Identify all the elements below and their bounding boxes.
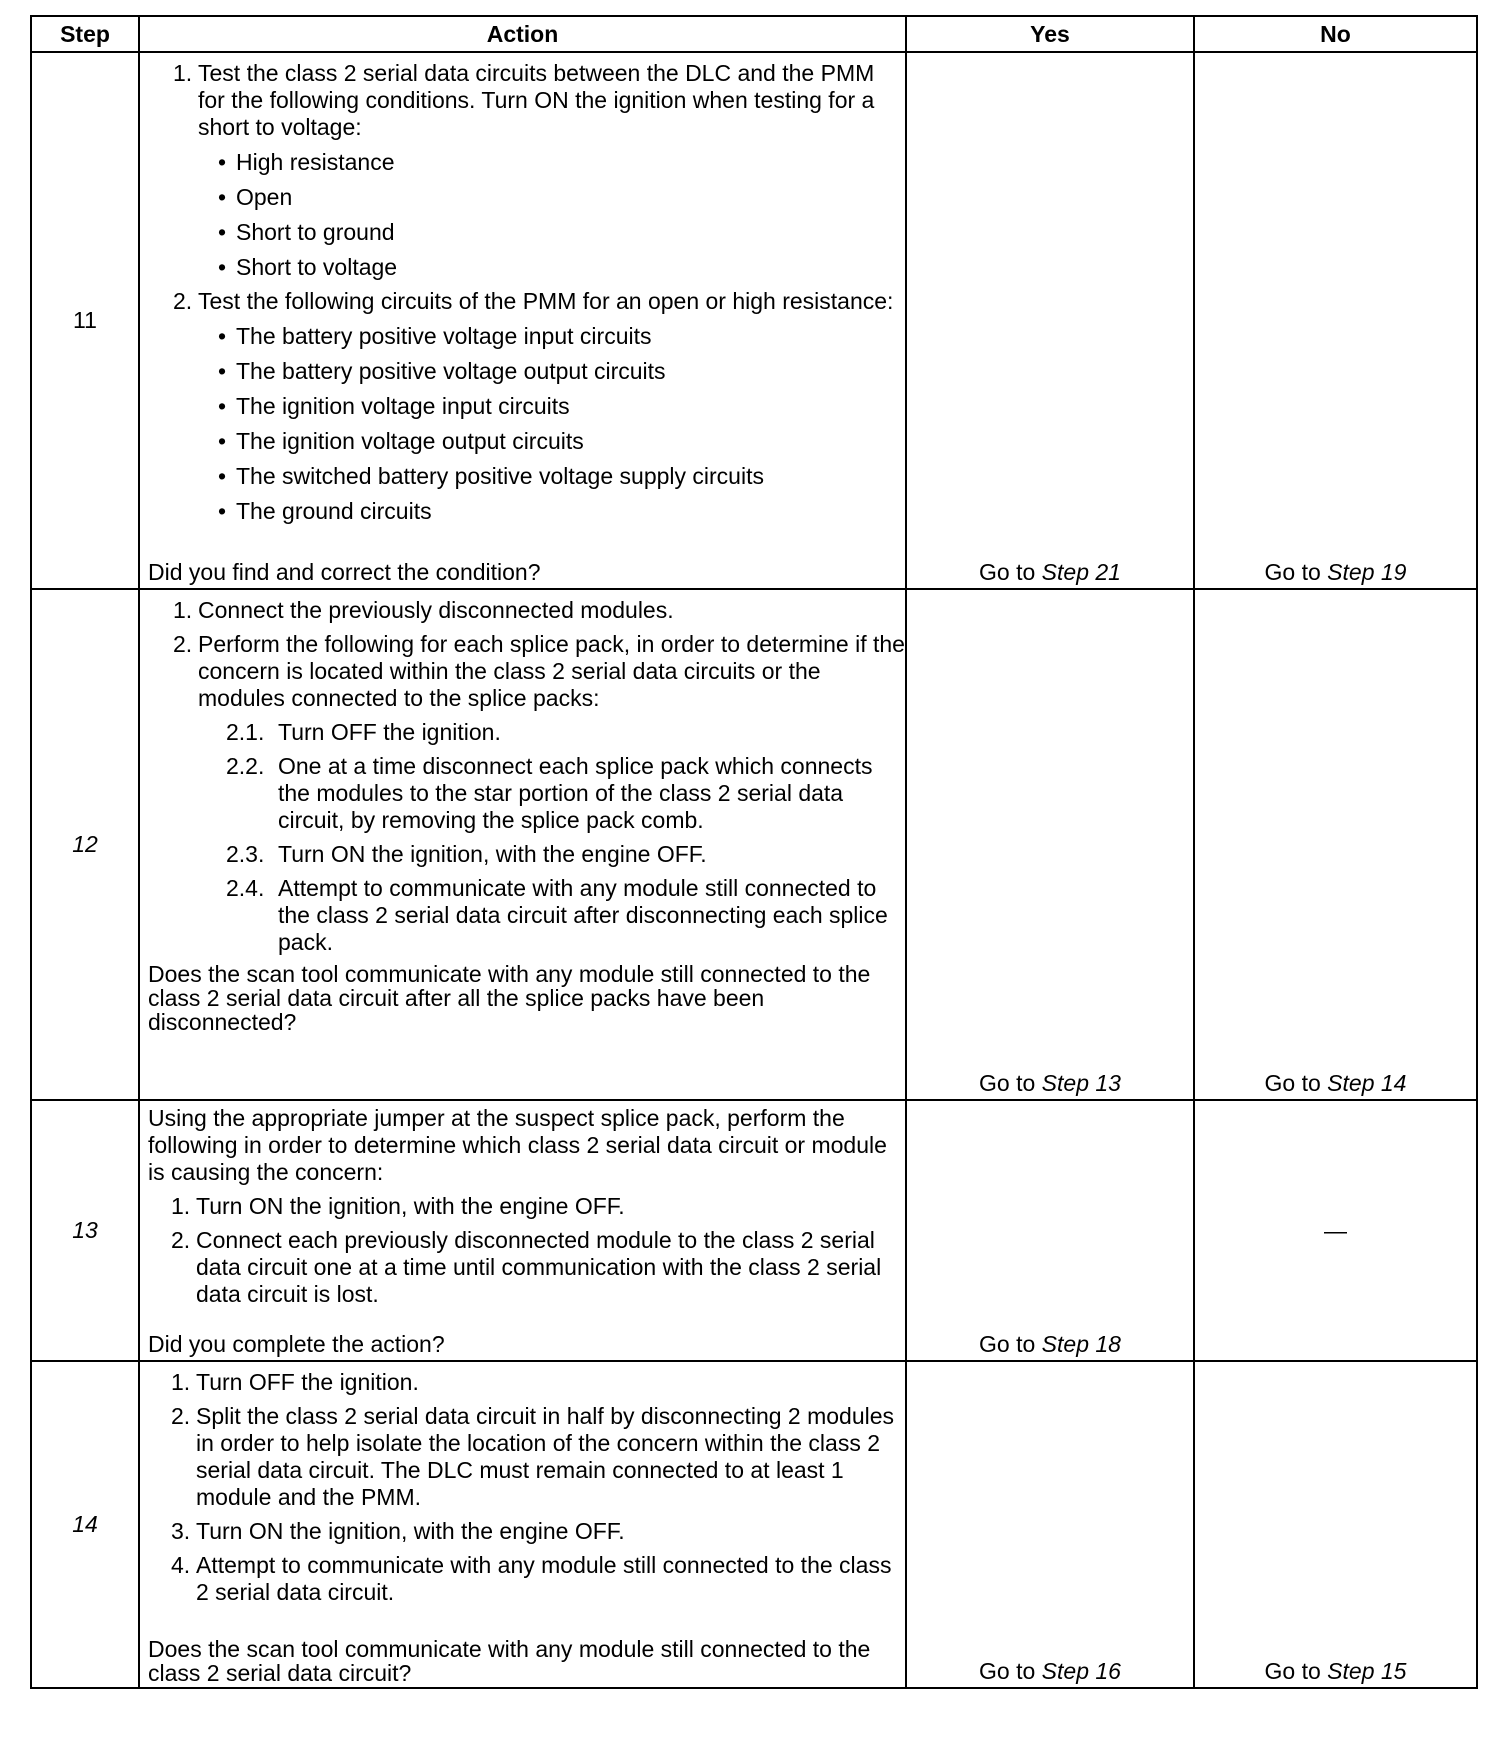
action-cell [139,1100,906,1361]
yes-cell [906,1100,1194,1361]
list-item: 2. Test the following circuits of the PMM for an open or high resistance: [173,288,894,314]
header-no: No [1194,16,1477,52]
question: Does the scan tool communicate with any module still connected to the class 2 serial data circuit? [148,1636,871,1686]
bullet-item: • The ignition voltage input circuits [218,393,570,419]
yes-cell [906,1361,1194,1688]
table-row [31,1361,1477,1688]
action-cell [139,1361,906,1688]
no-cell [1194,1100,1477,1361]
action-cell [139,52,906,589]
step-number: 13 [31,1100,139,1361]
yes-result: Go to Step 16 [979,1658,1121,1684]
bullet-item: • Short to voltage [218,254,398,280]
list-item: 3. Turn ON the ignition, with the engine OFF. [171,1518,625,1544]
sub-item: 2.1. Turn OFF the ignition. [226,719,501,745]
header-yes: Yes [906,16,1194,52]
sub-item: 2.2. One at a time disconnect each splice pack which connects the modules to the star portion of the class 2 serial data circuit, by removing the splice pack comb. [226,753,873,833]
yes-result: Go to Step 18 [979,1331,1121,1357]
list-item: 2. Connect each previously disconnected module to the class 2 serial data circuit one at a time until communication with the class 2 serial data circuit is lost. [171,1227,882,1307]
table-row [31,52,1477,589]
list-item: 1. Test the class 2 serial data circuits between the DLC and the PMM for the following conditions. Turn ON the ignition when testing for a short to voltage: [173,60,875,140]
yes-result: Go to Step 21 [979,559,1121,585]
bullet-item: • The battery positive voltage output circuits [218,358,666,384]
sub-item: 2.4. Attempt to communicate with any module still connected to the class 2 serial data circuit after disconnecting each splice pack. [226,875,888,955]
question: Did you complete the action? [148,1331,445,1357]
question: Does the scan tool communicate with any module still connected to the class 2 serial data circuit after all the splice packs have been disconnected? [148,961,871,1035]
action-cell [139,589,906,1100]
yes-result: Go to Step 13 [979,1070,1121,1096]
step-number: 14 [31,1361,139,1688]
step-number: 11 [31,52,139,589]
list-item: 1. Turn ON the ignition, with the engine OFF. [171,1193,625,1219]
step-number: 12 [31,589,139,1100]
bullet-item: • The switched battery positive voltage supply circuits [218,463,764,489]
question: Did you find and correct the condition? [148,559,541,585]
list-item: 2. Perform the following for each splice pack, in order to determine if the concern is located within the class 2 serial data circuits or the modules connected to the splice packs: [173,631,905,711]
bullet-item: • High resistance [218,149,395,175]
yes-cell [906,589,1194,1100]
list-item: 2. Split the class 2 serial data circuit in half by disconnecting 2 modules in order to help isolate the location of the concern within the class 2 serial data circuit. The DLC must remain connected to at least 1 module and the PMM. [171,1403,895,1510]
no-cell [1194,52,1477,589]
no-cell [1194,589,1477,1100]
header-row [31,16,1477,52]
table-row [31,1100,1477,1361]
no-result: Go to Step 15 [1264,1658,1407,1684]
no-result: Go to Step 14 [1264,1070,1407,1096]
bullet-item: • Open [218,184,293,210]
bullet-item: • Short to ground [218,219,395,245]
bullet-item: • The ignition voltage output circuits [218,428,584,454]
no-result: Go to Step 19 [1264,559,1407,585]
header-step: Step [31,16,139,52]
sub-item: 2.3. Turn ON the ignition, with the engine OFF. [226,841,707,867]
list-item: 1. Connect the previously disconnected modules. [173,597,674,623]
header-action: Action [139,16,906,52]
bullet-item: • The ground circuits [218,498,432,524]
yes-cell [906,52,1194,589]
no-result: — [1324,1217,1347,1243]
table-row [31,589,1477,1100]
list-item: 4. Attempt to communicate with any module still connected to the class 2 serial data circuit. [171,1552,892,1605]
intro-text: Using the appropriate jumper at the suspect splice pack, perform the following in order to determine which class 2 serial data circuit or module is causing the concern: [148,1105,887,1185]
list-item: 1. Turn OFF the ignition. [171,1369,419,1395]
bullet-item: • The battery positive voltage input circuits [218,323,652,349]
no-cell [1194,1361,1477,1688]
diagnostic-table [30,15,1478,1689]
